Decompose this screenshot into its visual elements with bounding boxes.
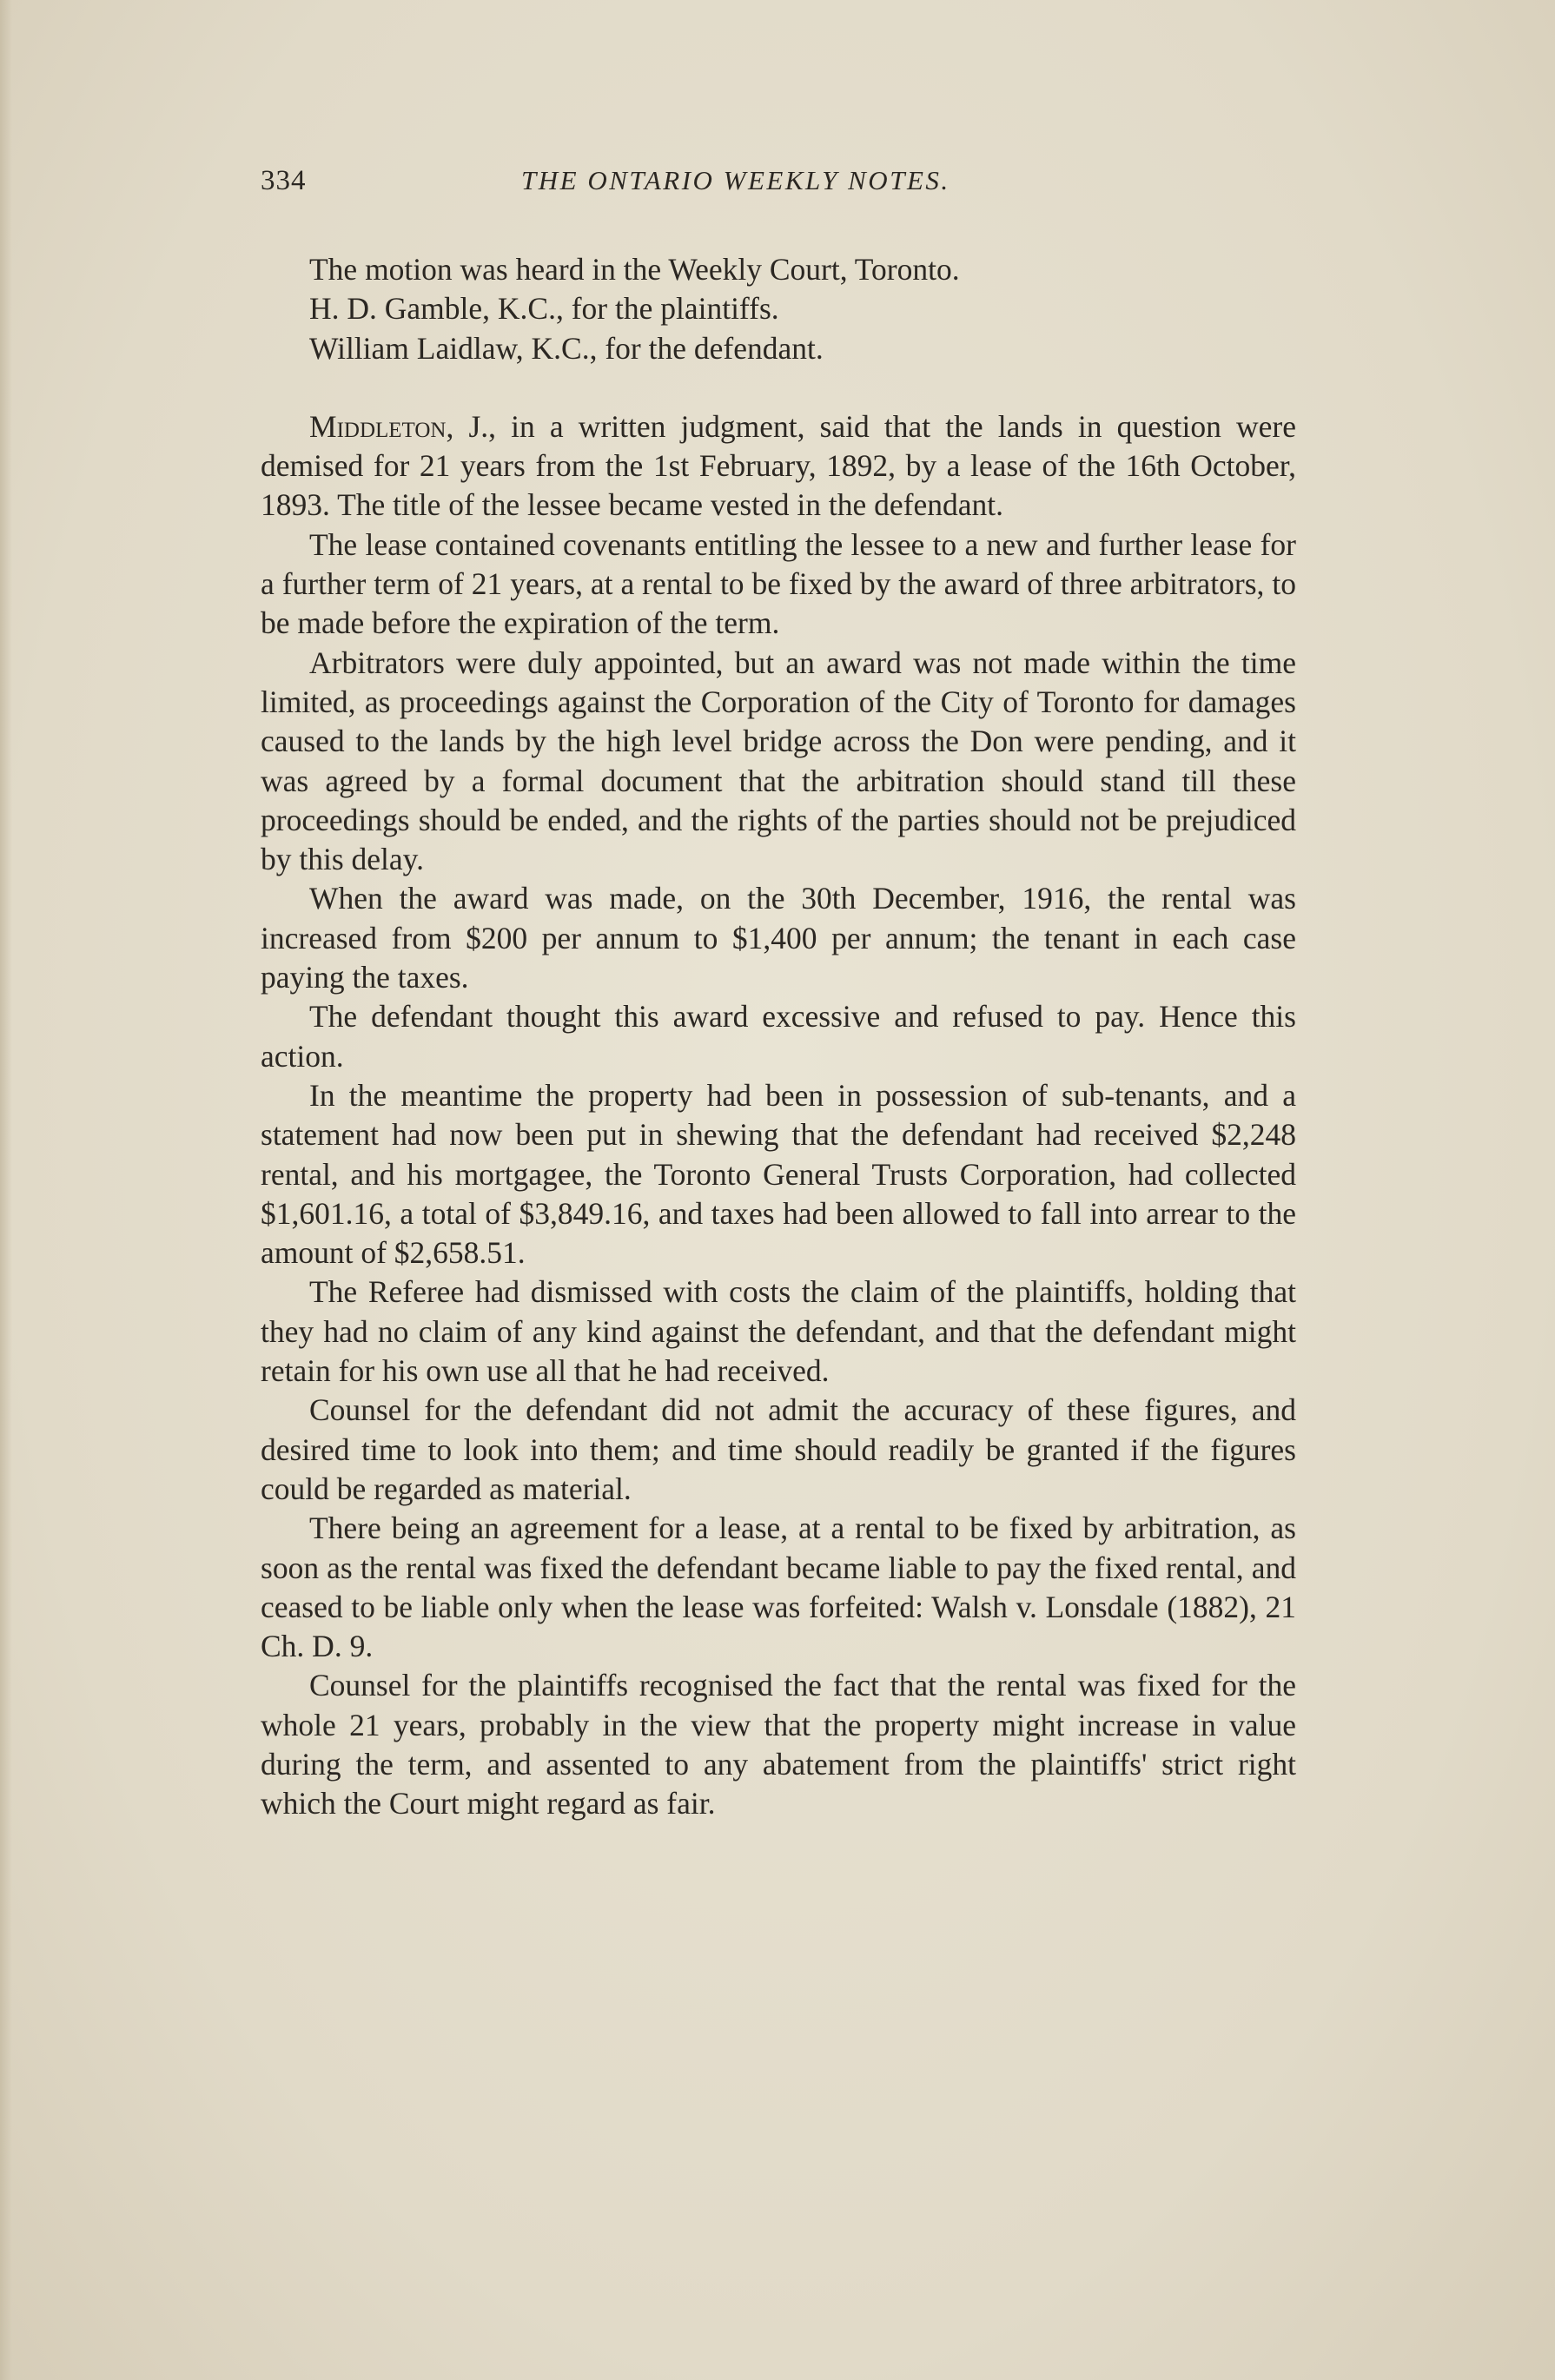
paragraph: The Referee had dismissed with costs the claim of the plaintiffs, holding that they had no claim of any kind against the defendant, and that the defendant might retain for his own use all that he had received. [261,1274,1296,1389]
page-number: 334 [261,165,307,196]
paragraph: When the award was made, on the 30th December, 1916, the rental was increased from $200 per annum to $1,400 per annum; the tenant in each case paying the taxes. [261,881,1296,995]
paragraph: The motion was heard in the Weekly Court, Toronto. [309,252,960,287]
body-text [261,250,1296,1824]
judge-name: Middleton [309,408,447,444]
paragraph: H. D. Gamble, K.C., for the plaintiffs. [309,291,779,327]
page-gutter-shadow [0,0,12,2380]
page-header [261,165,1303,208]
paragraph: In the meantime the property had been in possession of sub-tenants, and a statement had now been put in shewing that the defendant had received $2,248 rental, and his mortgagee, the Toronto General Trusts Corporation, had collected $1,601.16, a total of $3,849.16, and taxes had been allowed to fall into arrear to the amount of $2,658.51. [261,1077,1296,1271]
judgment-opening: , J., in a written judgment, said that the lands in question were demised for 21 years from the 1st February, 1892, by a lease of the 16th October, 1893. The title of the lessee became vested in the defendant. [261,408,1296,523]
paragraph: The defendant thought this award excessive and refused to pay. Hence this action. [261,999,1296,1074]
paragraph: Arbitrators were duly appointed, but an award was not made within the time limited, as proceedings against the Corporation of the City of Toronto for damages caused to the lands by the high level bridge across the Don were pending, and it was agreed by a formal document that the arbitration should stand till these proceedings should be ended, and the rights of the parties should not be prejudiced by this delay. [261,645,1296,877]
paragraph: Counsel for the plaintiffs recognised the fact that the rental was fixed for the whole 21 years, probably in the view that the property might increase in value during the term, and assented to any abatement from the plaintiffs' strict right which the Court might regard as fair. [261,1668,1296,1821]
running-title: THE ONTARIO WEEKLY NOTES. [521,165,950,195]
paragraph: Counsel for the defendant did not admit the accuracy of these figures, and desired time to look into them; and time should readily be granted if the figures could be regarded as material. [261,1392,1296,1506]
paragraph [261,407,1296,526]
paragraph: The lease contained covenants entitling the lessee to a new and further lease for a further term of 21 years, at a rental to be fixed by the award of three arbitrators, to be made before the expiration of the term. [261,526,1296,641]
paragraph: William Laidlaw, K.C., for the defendant. [309,330,824,366]
paragraph: There being an agreement for a lease, at a rental to be fixed by arbitration, as soon as the rental was fixed the defendant became liable to pay the fixed rental, and ceased to be liable only when the lease was forfeited: Walsh v. Lonsdale (1882), 21 Ch. D. 9. [261,1511,1296,1664]
